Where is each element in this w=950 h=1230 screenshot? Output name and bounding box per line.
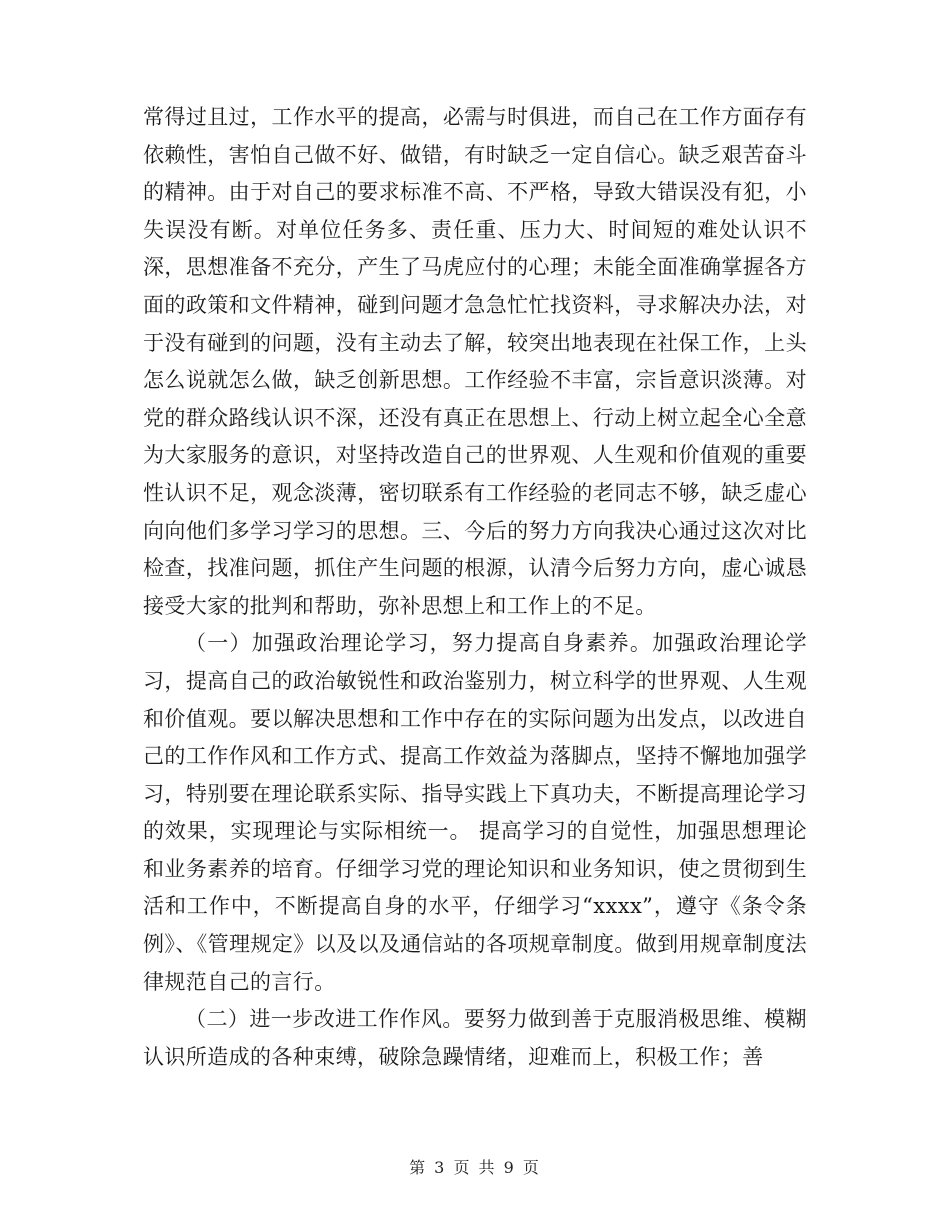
paragraph-section-two: （二）进一步改进工作作风。要努力做到善于克服消极思维、模糊认识所造成的各种束缚，破除急躁情绪，迎难而上，积极工作；善	[143, 1007, 807, 1069]
paragraph-continuation: 常得过且过，工作水平的提高，必需与时俱进，而自己在工作方面存有依赖性，害怕自己做不好、做错，有时缺乏一定自信心。缺乏艰苦奋斗的精神。由于对自己的要求标准不高、不严格，导致大错误没有犯，小失误没有断。对单位任务多、责任重、压力大、时间短的难处认识不深，思想准备不充分，产生了马虎应付的心理；未能全面准确掌握各方面的政策和文件精神，碰到问题才急急忙忙找资料，寻求解决办法，对于没有碰到的问题，没有主动去了解，较突出地表现在社保工作，上头怎么说就怎么做，缺乏创新思想。工作经验不丰富，宗旨意识淡薄。对党的群众路线认识不深，还没有真正在思想上、行动上树立起全心全意为大家服务的意识，对坚持改造自己的世界观、人生观和价值观的重要性认识不足，观念淡薄，密切联系有工作经验的老同志不够，缺乏虚心向向他们多学习学习的思想。三、今后的努力方向我决心通过这次对比检查，找准问题，抓住产生问题的根源，认清今后努力方向，虚心诚恳接受大家的批判和帮助，弥补思想上和工作上的不足。	[143, 105, 807, 618]
page-number-footer: 第 3 页 共 9 页	[409, 1158, 541, 1177]
page-body	[143, 99, 807, 1076]
paragraph-section-one: （一）加强政治理论学习，努力提高自身素养。加强政治理论学习，提高自己的政治敏锐性和政治鉴别力，树立科学的世界观、人生观和价值观。要以解决思想和工作中存在的实际问题为出发点，以改进自己的工作作风和工作方式、提高工作效益为落脚点，坚持不懈地加强学习，特别要在理论联系实际、指导实践上下真功夫，不断提高理论学习的效果，实现理论与实际相统一。 提高学习的自觉性，加强思想理论和业务素养的培育。仔细学习党的理论知识和业务知识，使之贯彻到生活和工作中，不断提高自身的水平，仔细学习“xxxx”，遵守《条令条例》、《管理规定》以及以及通信站的各项规章制度。做到用规章制度法律规范自己的言行。	[143, 631, 807, 994]
